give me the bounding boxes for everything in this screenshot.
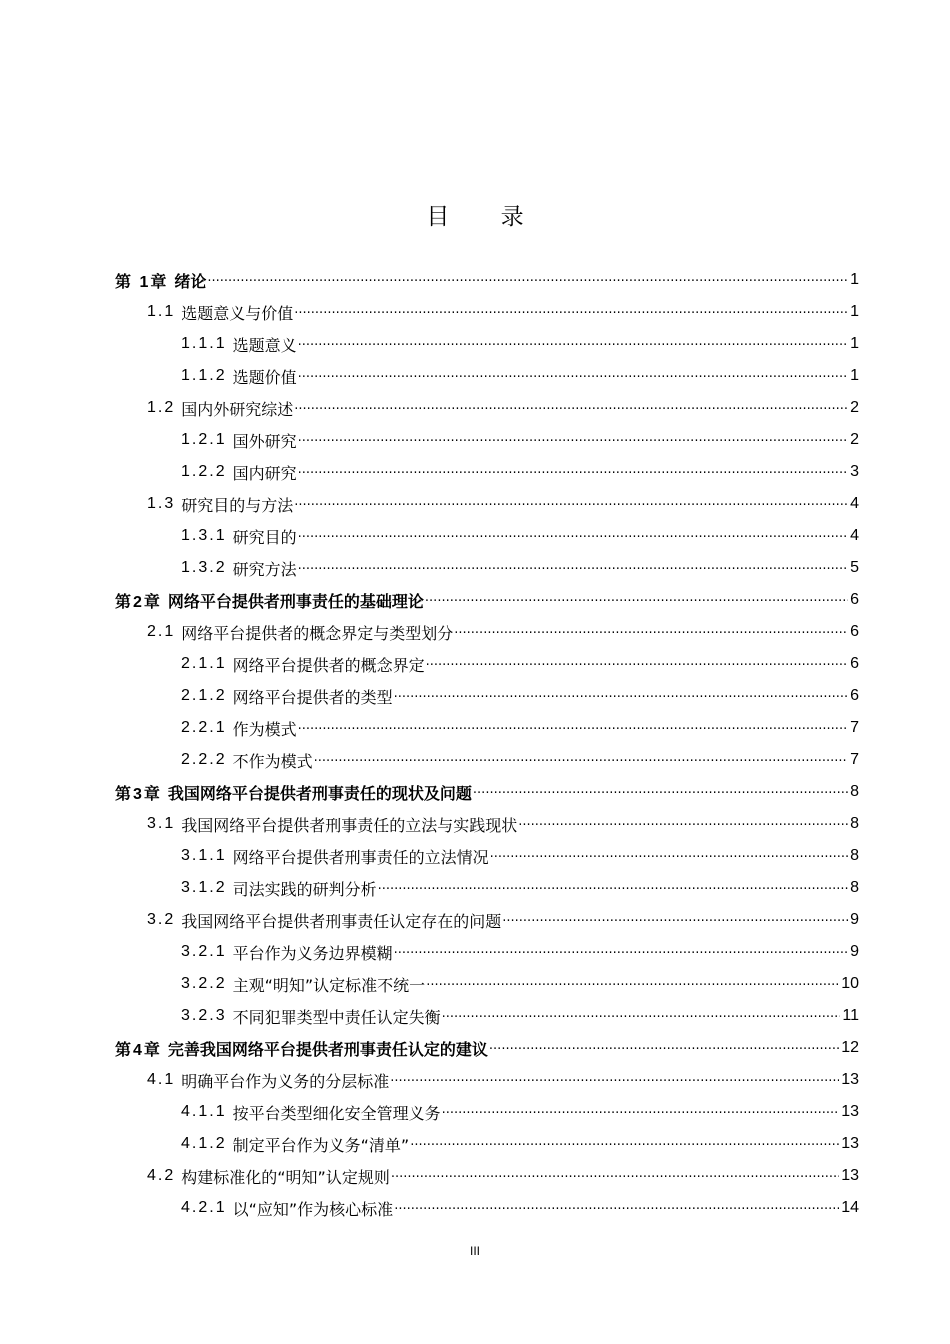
toc-dot-leader bbox=[314, 754, 848, 769]
toc-entry-page-number: 13 bbox=[841, 1071, 859, 1088]
toc-entry-page-number: 13 bbox=[841, 1167, 859, 1184]
toc-entry-number: 3.2 bbox=[147, 911, 176, 928]
toc-entry-title: 以“应知”作为核心标准 bbox=[232, 1199, 394, 1219]
toc-dot-leader bbox=[298, 434, 848, 449]
toc-entry-title: 主观“明知”认定标准不统一 bbox=[232, 975, 426, 995]
page-number-footer: III bbox=[469, 1244, 480, 1258]
toc-entry[interactable] bbox=[115, 584, 859, 616]
toc-entry-title: 国内外研究综述 bbox=[181, 399, 294, 419]
toc-dot-leader bbox=[391, 1170, 839, 1185]
toc-entry-page-number: 12 bbox=[841, 1039, 859, 1056]
toc-entry-number: 1.2.1 bbox=[181, 431, 227, 448]
toc-entry[interactable] bbox=[115, 616, 859, 648]
toc-entry-page-number: 1 bbox=[850, 367, 859, 384]
toc-dot-leader bbox=[454, 626, 848, 641]
toc-entry[interactable] bbox=[115, 744, 859, 776]
toc-entry-page-number: 9 bbox=[850, 943, 859, 960]
toc-entry-page-number: 6 bbox=[850, 623, 859, 640]
toc-entry-title: 明确平台作为义务的分层标准 bbox=[181, 1071, 390, 1091]
toc-entry-number: 第3章 bbox=[115, 785, 162, 803]
toc-entry[interactable] bbox=[115, 1192, 859, 1224]
toc-entry-page-number: 13 bbox=[841, 1103, 859, 1120]
toc-entry-title: 我国网络平台提供者刑事责任的现状及问题 bbox=[167, 783, 472, 803]
toc-entry-page-number: 10 bbox=[841, 975, 859, 992]
toc-entry[interactable] bbox=[115, 904, 859, 936]
toc-entry-number: 2.1.2 bbox=[181, 687, 227, 704]
toc-entry-page-number: 14 bbox=[841, 1199, 859, 1216]
toc-entry-title: 网络平台提供者刑事责任的基础理论 bbox=[167, 591, 424, 611]
toc-entry-page-number: 11 bbox=[842, 1007, 859, 1024]
toc-dot-leader bbox=[490, 850, 848, 865]
toc-entry-number: 2.2.2 bbox=[181, 751, 227, 768]
toc-entry-number: 2.1.1 bbox=[181, 655, 227, 672]
toc-dot-leader bbox=[473, 786, 848, 801]
toc-entry[interactable] bbox=[115, 1096, 859, 1128]
toc-entry-number: 4.1.2 bbox=[181, 1135, 227, 1152]
page-title: 目 录 bbox=[426, 204, 546, 230]
toc-entry[interactable] bbox=[115, 392, 859, 424]
toc-entry[interactable] bbox=[115, 360, 859, 392]
toc-entry-title: 构建标准化的“明知”认定规则 bbox=[181, 1167, 390, 1187]
toc-entry-number: 4.2 bbox=[147, 1167, 176, 1184]
toc-dot-leader bbox=[442, 1106, 840, 1121]
toc-dot-leader bbox=[298, 338, 848, 353]
toc-entry-number: 第 1章 bbox=[115, 273, 169, 291]
toc-entry[interactable] bbox=[115, 552, 859, 584]
toc-entry-page-number: 1 bbox=[850, 335, 859, 352]
toc-entry-title: 选题价值 bbox=[232, 367, 297, 387]
toc-entry-page-number: 4 bbox=[850, 527, 859, 544]
toc-dot-leader bbox=[207, 274, 848, 289]
toc-entry-page-number: 2 bbox=[850, 431, 859, 448]
toc-entry-title: 国外研究 bbox=[232, 431, 297, 451]
toc-entry[interactable] bbox=[115, 1064, 859, 1096]
toc-entry-title: 研究方法 bbox=[232, 559, 297, 579]
toc-dot-leader bbox=[425, 594, 848, 609]
toc-entry[interactable] bbox=[115, 712, 859, 744]
toc-entry[interactable] bbox=[115, 328, 859, 360]
toc-entry-number: 3.2.2 bbox=[181, 975, 227, 992]
toc-entry-page-number: 1 bbox=[850, 303, 859, 320]
toc-dot-leader bbox=[390, 1074, 839, 1089]
toc-dot-leader bbox=[394, 1202, 839, 1217]
toc-entry-number: 3.2.1 bbox=[181, 943, 227, 960]
toc-dot-leader bbox=[502, 914, 848, 929]
toc-entry-page-number: 8 bbox=[850, 815, 859, 832]
toc-entry[interactable] bbox=[115, 968, 859, 1000]
toc-dot-leader bbox=[394, 946, 848, 961]
toc-entry-number: 1.1.2 bbox=[181, 367, 227, 384]
toc-entry[interactable] bbox=[115, 1032, 859, 1064]
toc-entry-title: 网络平台提供者的概念界定与类型划分 bbox=[181, 623, 454, 643]
toc-entry[interactable] bbox=[115, 1128, 859, 1160]
toc-entry-page-number: 1 bbox=[850, 271, 859, 288]
toc-entry-number: 1.3.1 bbox=[181, 527, 227, 544]
toc-dot-leader bbox=[394, 690, 848, 705]
toc-entry[interactable] bbox=[115, 296, 859, 328]
toc-dot-leader bbox=[298, 370, 848, 385]
toc-entry-number: 3.1 bbox=[147, 815, 176, 832]
toc-entry[interactable] bbox=[115, 264, 859, 296]
toc-entry-title: 研究目的与方法 bbox=[181, 495, 294, 515]
toc-dot-leader bbox=[298, 722, 848, 737]
toc-entry-number: 2.2.1 bbox=[181, 719, 227, 736]
toc-entry-page-number: 5 bbox=[850, 559, 859, 576]
toc-entry[interactable] bbox=[115, 456, 859, 488]
toc-entry-page-number: 3 bbox=[850, 463, 859, 480]
toc-entry-number: 1.2 bbox=[147, 399, 176, 416]
toc-entry-title: 司法实践的研判分析 bbox=[232, 879, 377, 899]
toc-entry-title: 不同犯罪类型中责任认定失衡 bbox=[232, 1007, 441, 1027]
toc-entry-number: 4.1.1 bbox=[181, 1103, 227, 1120]
toc-entry-title: 不作为模式 bbox=[232, 751, 313, 771]
toc-entry-page-number: 7 bbox=[850, 719, 859, 736]
toc-entry[interactable] bbox=[115, 488, 859, 520]
toc-entry[interactable] bbox=[115, 936, 859, 968]
toc-dot-leader bbox=[294, 498, 848, 513]
toc-entry-number: 4.2.1 bbox=[181, 1199, 227, 1216]
toc-dot-leader bbox=[489, 1042, 839, 1057]
toc-entry[interactable] bbox=[115, 808, 859, 840]
toc-dot-leader bbox=[518, 818, 848, 833]
toc-entry-page-number: 8 bbox=[850, 879, 859, 896]
toc-dot-leader bbox=[298, 466, 848, 481]
toc-entry-title: 网络平台提供者的概念界定 bbox=[232, 655, 425, 675]
toc-dot-leader bbox=[442, 1010, 841, 1025]
toc-entry-number: 1.1 bbox=[147, 303, 176, 320]
toc-entry-number: 3.1.2 bbox=[181, 879, 227, 896]
toc-entry[interactable] bbox=[115, 1160, 859, 1192]
toc-entry-number: 2.1 bbox=[147, 623, 176, 640]
toc-entry-title: 绪论 bbox=[174, 271, 207, 291]
toc-entry-number: 1.3 bbox=[147, 495, 176, 512]
toc-entry[interactable] bbox=[115, 520, 859, 552]
toc-dot-leader bbox=[294, 402, 848, 417]
toc-entry-title: 研究目的 bbox=[232, 527, 297, 547]
toc-entry-title: 网络平台提供者刑事责任的立法情况 bbox=[232, 847, 489, 867]
toc-entry-number: 1.2.2 bbox=[181, 463, 227, 480]
table-of-contents bbox=[115, 264, 859, 1224]
toc-entry-number: 4.1 bbox=[147, 1071, 176, 1088]
toc-entry-page-number: 9 bbox=[850, 911, 859, 928]
toc-entry-title: 选题意义 bbox=[232, 335, 297, 355]
toc-entry-number: 1.3.2 bbox=[181, 559, 227, 576]
toc-entry-title: 完善我国网络平台提供者刑事责任认定的建议 bbox=[167, 1039, 488, 1059]
toc-entry-title: 国内研究 bbox=[232, 463, 297, 483]
toc-entry-page-number: 6 bbox=[850, 655, 859, 672]
toc-entry-page-number: 6 bbox=[850, 591, 859, 608]
toc-dot-leader bbox=[410, 1138, 839, 1153]
toc-entry-page-number: 4 bbox=[850, 495, 859, 512]
toc-entry[interactable] bbox=[115, 776, 859, 808]
toc-entry-page-number: 2 bbox=[850, 399, 859, 416]
toc-entry[interactable] bbox=[115, 648, 859, 680]
toc-entry-page-number: 8 bbox=[850, 783, 859, 800]
toc-entry-number: 3.2.3 bbox=[181, 1007, 227, 1024]
toc-entry-title: 我国网络平台提供者刑事责任的立法与实践现状 bbox=[181, 815, 518, 835]
toc-entry-title: 制定平台作为义务“清单” bbox=[232, 1135, 410, 1155]
toc-entry-title: 网络平台提供者的类型 bbox=[232, 687, 393, 707]
toc-entry-title: 我国网络平台提供者刑事责任认定存在的问题 bbox=[181, 911, 502, 931]
toc-entry-number: 3.1.1 bbox=[181, 847, 227, 864]
toc-entry[interactable] bbox=[115, 424, 859, 456]
toc-entry-number: 第2章 bbox=[115, 593, 162, 611]
toc-entry-title: 按平台类型细化安全管理义务 bbox=[232, 1103, 441, 1123]
toc-entry-page-number: 7 bbox=[850, 751, 859, 768]
toc-entry-page-number: 13 bbox=[841, 1135, 859, 1152]
toc-entry-title: 选题意义与价值 bbox=[181, 303, 294, 323]
toc-entry-title: 作为模式 bbox=[232, 719, 297, 739]
toc-entry-page-number: 8 bbox=[850, 847, 859, 864]
toc-entry-number: 第4章 bbox=[115, 1041, 162, 1059]
toc-entry-number: 1.1.1 bbox=[181, 335, 227, 352]
toc-dot-leader bbox=[426, 978, 839, 993]
toc-entry[interactable] bbox=[115, 872, 859, 904]
toc-entry[interactable] bbox=[115, 840, 859, 872]
toc-dot-leader bbox=[298, 562, 848, 577]
toc-dot-leader bbox=[294, 306, 848, 321]
toc-dot-leader bbox=[426, 658, 848, 673]
toc-dot-leader bbox=[378, 882, 848, 897]
toc-entry[interactable] bbox=[115, 1000, 859, 1032]
toc-entry-title: 平台作为义务边界模糊 bbox=[232, 943, 393, 963]
toc-entry[interactable] bbox=[115, 680, 859, 712]
toc-dot-leader bbox=[298, 530, 848, 545]
toc-entry-page-number: 6 bbox=[850, 687, 859, 704]
